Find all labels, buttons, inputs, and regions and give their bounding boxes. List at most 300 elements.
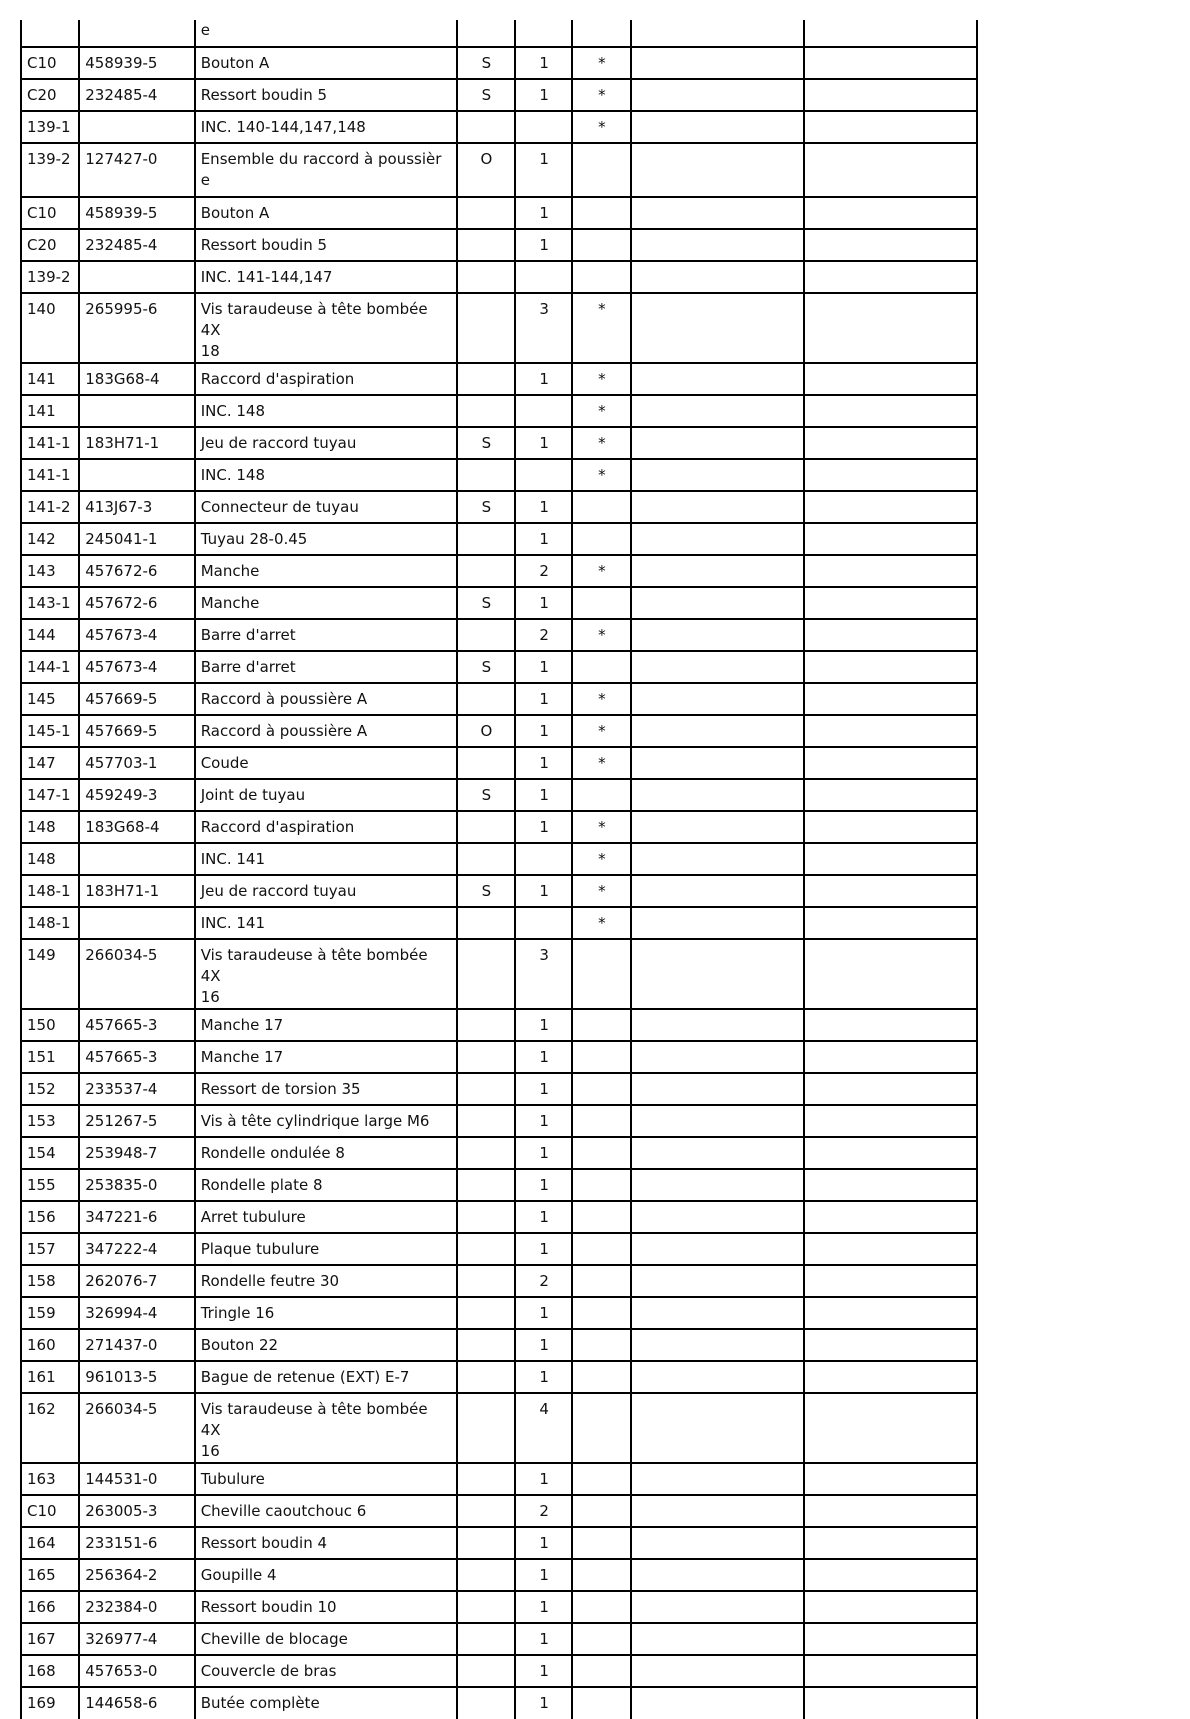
mark-cell (572, 523, 630, 555)
mark-cell: * (572, 619, 630, 651)
parts-list-page (20, 20, 978, 1719)
note-cell (631, 555, 805, 587)
quantity-cell (515, 907, 572, 939)
mark-cell: * (572, 293, 630, 363)
mark-cell: * (572, 747, 630, 779)
note-cell (631, 1687, 805, 1719)
note-cell (804, 1559, 977, 1591)
note-cell (804, 197, 977, 229)
mark-cell: * (572, 907, 630, 939)
note-cell (804, 1655, 977, 1687)
item-no-cell: C10 (21, 1495, 79, 1527)
code-cell (457, 1687, 515, 1719)
quantity-cell: 2 (515, 1495, 572, 1527)
quantity-cell: 1 (515, 1329, 572, 1361)
note-cell (631, 1009, 805, 1041)
mark-cell: * (572, 811, 630, 843)
part-number-cell: 459249-3 (79, 779, 194, 811)
quantity-cell: 1 (515, 1559, 572, 1591)
table-row (21, 395, 977, 427)
code-cell (457, 293, 515, 363)
quantity-cell: 1 (515, 1201, 572, 1233)
code-cell (457, 683, 515, 715)
description-cell: INC. 141-144,147 (195, 261, 457, 293)
note-cell (804, 1527, 977, 1559)
table-row (21, 555, 977, 587)
note-cell (804, 491, 977, 523)
note-cell (631, 715, 805, 747)
item-no-cell: 139-2 (21, 143, 79, 197)
description-cell: Plaque tubulure (195, 1233, 457, 1265)
description-cell: Coude (195, 747, 457, 779)
part-number-cell: 253948-7 (79, 1137, 194, 1169)
quantity-cell: 1 (515, 523, 572, 555)
quantity-cell: 1 (515, 1463, 572, 1495)
mark-cell (572, 1361, 630, 1393)
table-row (21, 619, 977, 651)
note-cell (804, 459, 977, 491)
mark-cell (572, 1559, 630, 1591)
part-number-cell (79, 20, 194, 47)
table-row (21, 427, 977, 459)
part-number-cell (79, 459, 194, 491)
quantity-cell: 1 (515, 363, 572, 395)
item-no-cell: C20 (21, 79, 79, 111)
mark-cell: * (572, 79, 630, 111)
quantity-cell: 1 (515, 47, 572, 79)
note-cell (804, 651, 977, 683)
mark-cell (572, 1265, 630, 1297)
part-number-cell: 326977-4 (79, 1623, 194, 1655)
part-number-cell: 457669-5 (79, 683, 194, 715)
code-cell: S (457, 491, 515, 523)
description-cell: Vis taraudeuse à tête bombée 4X 16 (195, 939, 457, 1009)
table-row (21, 1687, 977, 1719)
table-row (21, 683, 977, 715)
mark-cell (572, 1623, 630, 1655)
note-cell (631, 1559, 805, 1591)
code-cell (457, 747, 515, 779)
code-cell (457, 811, 515, 843)
part-number-cell: 127427-0 (79, 143, 194, 197)
note-cell (631, 1591, 805, 1623)
description-cell: Vis à tête cylindrique large M6 (195, 1105, 457, 1137)
description-cell: Couvercle de bras (195, 1655, 457, 1687)
mark-cell (572, 1073, 630, 1105)
mark-cell (572, 1169, 630, 1201)
quantity-cell: 1 (515, 715, 572, 747)
mark-cell: * (572, 875, 630, 907)
note-cell (631, 1655, 805, 1687)
table-row (21, 1361, 977, 1393)
description-cell: Joint de tuyau (195, 779, 457, 811)
note-cell (804, 907, 977, 939)
mark-cell (572, 1329, 630, 1361)
description-cell: Manche 17 (195, 1041, 457, 1073)
note-cell (804, 395, 977, 427)
note-cell (631, 293, 805, 363)
note-cell (631, 1297, 805, 1329)
mark-cell (572, 491, 630, 523)
note-cell (631, 20, 805, 47)
note-cell (804, 683, 977, 715)
item-no-cell: 167 (21, 1623, 79, 1655)
table-row (21, 747, 977, 779)
code-cell (457, 229, 515, 261)
note-cell (631, 1169, 805, 1201)
parts-table (20, 20, 978, 1719)
description-cell: Vis taraudeuse à tête bombée 4X 18 (195, 293, 457, 363)
quantity-cell: 1 (515, 491, 572, 523)
quantity-cell: 4 (515, 1393, 572, 1463)
table-row (21, 1495, 977, 1527)
code-cell (457, 1361, 515, 1393)
quantity-cell: 1 (515, 1297, 572, 1329)
item-no-cell: 143 (21, 555, 79, 587)
code-cell (457, 555, 515, 587)
quantity-cell: 2 (515, 555, 572, 587)
table-row (21, 907, 977, 939)
note-cell (804, 1463, 977, 1495)
table-row (21, 1041, 977, 1073)
item-no-cell: 151 (21, 1041, 79, 1073)
description-cell: Manche 17 (195, 1009, 457, 1041)
quantity-cell: 1 (515, 875, 572, 907)
mark-cell (572, 651, 630, 683)
note-cell (631, 1329, 805, 1361)
note-cell (804, 143, 977, 197)
code-cell (457, 1265, 515, 1297)
item-no-cell: 148 (21, 811, 79, 843)
description-cell: Bouton A (195, 197, 457, 229)
table-row (21, 1527, 977, 1559)
code-cell (457, 459, 515, 491)
part-number-cell: 251267-5 (79, 1105, 194, 1137)
description-cell: Rondelle feutre 30 (195, 1265, 457, 1297)
quantity-cell: 3 (515, 939, 572, 1009)
description-cell: Ressort boudin 5 (195, 229, 457, 261)
description-cell: Rondelle plate 8 (195, 1169, 457, 1201)
note-cell (631, 1463, 805, 1495)
table-row (21, 1009, 977, 1041)
mark-cell (572, 197, 630, 229)
note-cell (804, 79, 977, 111)
mark-cell: * (572, 363, 630, 395)
note-cell (631, 1105, 805, 1137)
note-cell (631, 197, 805, 229)
table-row (21, 1105, 977, 1137)
quantity-cell: 1 (515, 1041, 572, 1073)
part-number-cell: 458939-5 (79, 47, 194, 79)
table-row (21, 293, 977, 363)
note-cell (804, 111, 977, 143)
table-row (21, 491, 977, 523)
quantity-cell: 1 (515, 587, 572, 619)
note-cell (804, 779, 977, 811)
description-cell: Raccord à poussière A (195, 715, 457, 747)
note-cell (804, 875, 977, 907)
quantity-cell: 1 (515, 229, 572, 261)
note-cell (631, 779, 805, 811)
code-cell (457, 395, 515, 427)
note-cell (631, 1073, 805, 1105)
part-number-cell: 457665-3 (79, 1041, 194, 1073)
note-cell (631, 683, 805, 715)
description-cell: Bague de retenue (EXT) E-7 (195, 1361, 457, 1393)
note-cell (631, 651, 805, 683)
code-cell (457, 939, 515, 1009)
note-cell (804, 843, 977, 875)
note-cell (631, 747, 805, 779)
part-number-cell: 265995-6 (79, 293, 194, 363)
note-cell (631, 523, 805, 555)
note-cell (804, 1591, 977, 1623)
item-no-cell: 144 (21, 619, 79, 651)
mark-cell: * (572, 47, 630, 79)
code-cell: S (457, 427, 515, 459)
note-cell (631, 907, 805, 939)
code-cell (457, 1233, 515, 1265)
note-cell (631, 261, 805, 293)
description-cell: Cheville de blocage (195, 1623, 457, 1655)
table-row (21, 939, 977, 1009)
code-cell (457, 1105, 515, 1137)
note-cell (631, 843, 805, 875)
code-cell (457, 1623, 515, 1655)
part-number-cell (79, 111, 194, 143)
note-cell (804, 1041, 977, 1073)
note-cell (631, 47, 805, 79)
part-number-cell (79, 261, 194, 293)
quantity-cell: 1 (515, 1687, 572, 1719)
mark-cell (572, 229, 630, 261)
description-cell: Ressort boudin 10 (195, 1591, 457, 1623)
table-row (21, 715, 977, 747)
code-cell (457, 20, 515, 47)
quantity-cell (515, 395, 572, 427)
description-cell: Barre d'arret (195, 619, 457, 651)
note-cell (631, 111, 805, 143)
item-no-cell: 157 (21, 1233, 79, 1265)
quantity-cell: 1 (515, 1623, 572, 1655)
part-number-cell (79, 395, 194, 427)
note-cell (631, 1393, 805, 1463)
part-number-cell: 233151-6 (79, 1527, 194, 1559)
item-no-cell: 153 (21, 1105, 79, 1137)
description-cell: Barre d'arret (195, 651, 457, 683)
table-row (21, 1393, 977, 1463)
mark-cell (572, 1463, 630, 1495)
code-cell: O (457, 715, 515, 747)
quantity-cell: 1 (515, 811, 572, 843)
note-cell (631, 1265, 805, 1297)
note-cell (804, 20, 977, 47)
note-cell (804, 1009, 977, 1041)
mark-cell (572, 587, 630, 619)
part-number-cell: 457653-0 (79, 1655, 194, 1687)
part-number-cell (79, 843, 194, 875)
table-row (21, 79, 977, 111)
quantity-cell: 1 (515, 683, 572, 715)
table-row (21, 1233, 977, 1265)
item-no-cell: 169 (21, 1687, 79, 1719)
note-cell (804, 555, 977, 587)
table-row (21, 875, 977, 907)
item-no-cell: 163 (21, 1463, 79, 1495)
item-no-cell: C10 (21, 197, 79, 229)
code-cell: S (457, 47, 515, 79)
note-cell (631, 143, 805, 197)
note-cell (804, 1265, 977, 1297)
description-cell: Bouton 22 (195, 1329, 457, 1361)
part-number-cell: 263005-3 (79, 1495, 194, 1527)
note-cell (631, 1527, 805, 1559)
table-row (21, 197, 977, 229)
part-number-cell: 256364-2 (79, 1559, 194, 1591)
code-cell (457, 1329, 515, 1361)
mark-cell (572, 1591, 630, 1623)
description-cell: Goupille 4 (195, 1559, 457, 1591)
note-cell (804, 363, 977, 395)
table-row (21, 1329, 977, 1361)
part-number-cell: 271437-0 (79, 1329, 194, 1361)
part-number-cell: 183G68-4 (79, 363, 194, 395)
part-number-cell: 458939-5 (79, 197, 194, 229)
part-number-cell: 457669-5 (79, 715, 194, 747)
item-no-cell: 139-1 (21, 111, 79, 143)
quantity-cell: 1 (515, 1527, 572, 1559)
description-cell: Butée complète (195, 1687, 457, 1719)
note-cell (631, 619, 805, 651)
item-no-cell: 168 (21, 1655, 79, 1687)
note-cell (804, 1495, 977, 1527)
table-row (21, 843, 977, 875)
note-cell (631, 939, 805, 1009)
code-cell (457, 1495, 515, 1527)
table-row (21, 229, 977, 261)
description-cell: Tubulure (195, 1463, 457, 1495)
part-number-cell: 457672-6 (79, 555, 194, 587)
part-number-cell: 457673-4 (79, 651, 194, 683)
table-row (21, 143, 977, 197)
item-no-cell: 141-2 (21, 491, 79, 523)
code-cell: S (457, 779, 515, 811)
quantity-cell (515, 459, 572, 491)
mark-cell (572, 143, 630, 197)
item-no-cell: 141 (21, 363, 79, 395)
item-no-cell: 159 (21, 1297, 79, 1329)
note-cell (804, 1393, 977, 1463)
note-cell (804, 1137, 977, 1169)
part-number-cell: 183H71-1 (79, 427, 194, 459)
part-number-cell: 232384-0 (79, 1591, 194, 1623)
table-row (21, 1655, 977, 1687)
note-cell (631, 79, 805, 111)
note-cell (804, 811, 977, 843)
code-cell (457, 619, 515, 651)
quantity-cell: 1 (515, 1591, 572, 1623)
note-cell (804, 619, 977, 651)
description-cell: Tuyau 28-0.45 (195, 523, 457, 555)
part-number-cell: 347222-4 (79, 1233, 194, 1265)
mark-cell (572, 261, 630, 293)
table-row (21, 20, 977, 47)
part-number-cell: 413J67-3 (79, 491, 194, 523)
note-cell (804, 1297, 977, 1329)
part-number-cell: 326994-4 (79, 1297, 194, 1329)
table-row (21, 1591, 977, 1623)
item-no-cell: 142 (21, 523, 79, 555)
code-cell (457, 1463, 515, 1495)
quantity-cell: 2 (515, 1265, 572, 1297)
quantity-cell: 1 (515, 427, 572, 459)
mark-cell (572, 1009, 630, 1041)
quantity-cell: 1 (515, 79, 572, 111)
note-cell (804, 1233, 977, 1265)
item-no-cell: 141 (21, 395, 79, 427)
item-no-cell: 154 (21, 1137, 79, 1169)
item-no-cell: 143-1 (21, 587, 79, 619)
item-no-cell: 155 (21, 1169, 79, 1201)
note-cell (631, 1495, 805, 1527)
mark-cell: * (572, 459, 630, 491)
note-cell (804, 523, 977, 555)
note-cell (804, 1169, 977, 1201)
note-cell (804, 1329, 977, 1361)
mark-cell (572, 1233, 630, 1265)
mark-cell (572, 1495, 630, 1527)
part-number-cell: 183G68-4 (79, 811, 194, 843)
table-row (21, 459, 977, 491)
item-no-cell: 158 (21, 1265, 79, 1297)
quantity-cell: 3 (515, 293, 572, 363)
table-row (21, 261, 977, 293)
part-number-cell: 245041-1 (79, 523, 194, 555)
mark-cell (572, 1687, 630, 1719)
part-number-cell: 961013-5 (79, 1361, 194, 1393)
code-cell: S (457, 875, 515, 907)
description-cell: Ressort de torsion 35 (195, 1073, 457, 1105)
code-cell (457, 1527, 515, 1559)
note-cell (804, 427, 977, 459)
part-number-cell: 232485-4 (79, 229, 194, 261)
code-cell (457, 843, 515, 875)
part-number-cell: 144658-6 (79, 1687, 194, 1719)
note-cell (631, 1201, 805, 1233)
description-cell: Ressort boudin 5 (195, 79, 457, 111)
part-number-cell: 232485-4 (79, 79, 194, 111)
note-cell (804, 261, 977, 293)
table-row (21, 651, 977, 683)
item-no-cell: C20 (21, 229, 79, 261)
note-cell (631, 491, 805, 523)
part-number-cell: 457703-1 (79, 747, 194, 779)
code-cell: S (457, 651, 515, 683)
description-cell: Tringle 16 (195, 1297, 457, 1329)
code-cell (457, 1297, 515, 1329)
quantity-cell: 1 (515, 651, 572, 683)
note-cell (631, 1233, 805, 1265)
note-cell (804, 715, 977, 747)
table-row (21, 1265, 977, 1297)
part-number-cell: 347221-6 (79, 1201, 194, 1233)
code-cell: S (457, 79, 515, 111)
table-row (21, 363, 977, 395)
note-cell (804, 293, 977, 363)
table-row (21, 523, 977, 555)
quantity-cell: 1 (515, 197, 572, 229)
note-cell (804, 747, 977, 779)
